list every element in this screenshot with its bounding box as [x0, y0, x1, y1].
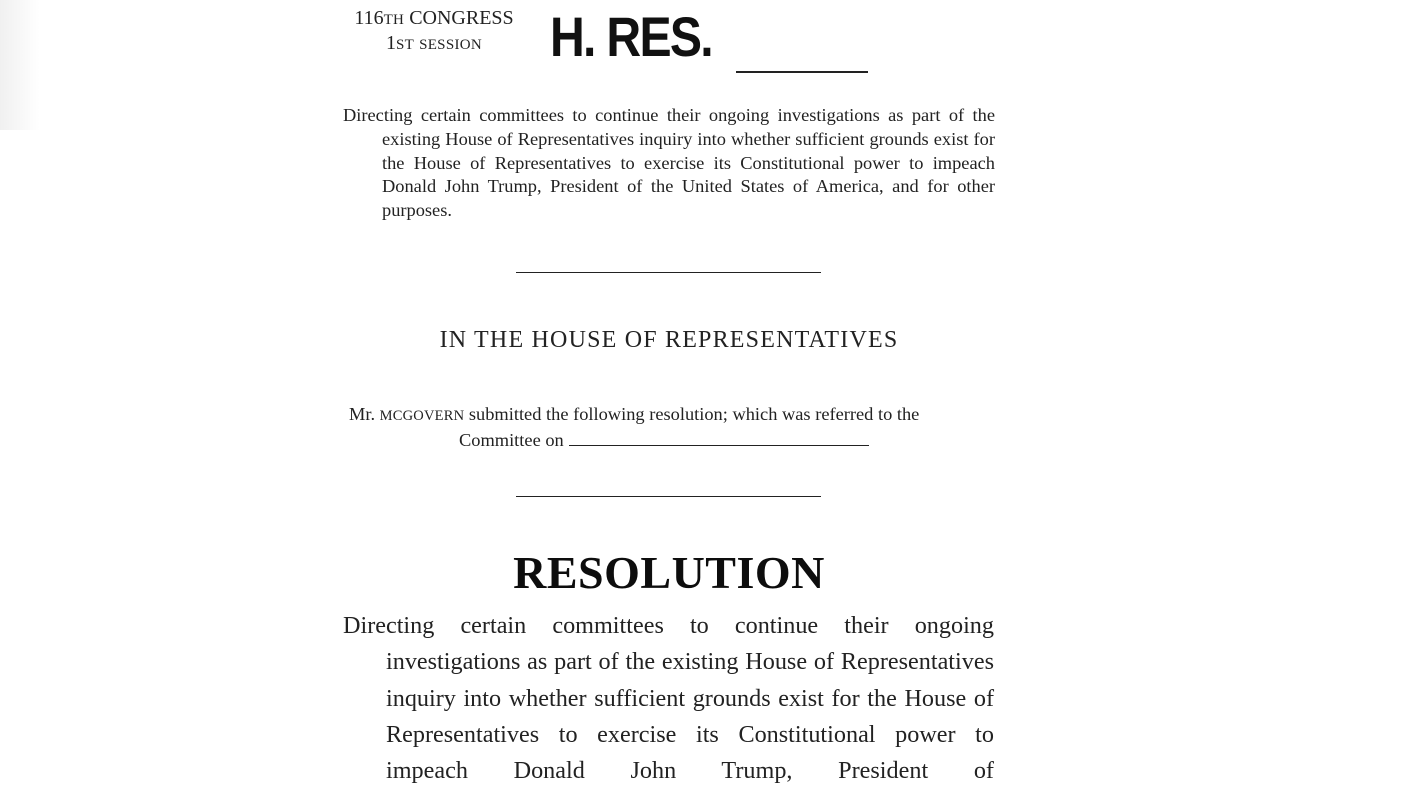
resolution-type-title: H. RES. — [550, 5, 712, 68]
long-title: Directing certain committees to continue their ongoing investigations as part of the existing House of Representatives inquiry into whether sufficient grounds exist for the House of Representatives to exercise its Constitutional power to impeach Donald John Trump, President of — [343, 612, 994, 785]
session-number: 1 — [385, 32, 396, 54]
session-line — [343, 32, 525, 57]
congress-line — [343, 7, 525, 32]
chamber-heading: IN THE HOUSE OF REPRESENTATIVES — [439, 327, 899, 353]
short-title: Directing certain committees to continue their ongoing investigations as part of the existing House of Representatives inquiry into whether sufficient grounds exist for the House of Representatives to exercise its Constitutional power to impeach Donald John Trump, President of the United States of America, and for other purposes. — [343, 105, 995, 221]
sponsor-name: MCGOVERN — [379, 408, 465, 424]
resolution-number-blank — [736, 71, 868, 73]
committee-label: Committee on — [459, 430, 564, 450]
committee-blank — [569, 435, 869, 446]
session-word: SESSION — [419, 37, 483, 53]
congress-session-block — [343, 7, 525, 57]
sponsor-action: submitted the following resolution; which was referred to the — [468, 404, 920, 424]
congress-number: 116 — [354, 7, 384, 29]
sponsor-statement — [349, 402, 989, 452]
resolution-heading: RESOLUTION — [513, 547, 825, 598]
congress-suffix: TH — [383, 12, 405, 28]
congress-word: CONGRESS — [409, 7, 514, 29]
divider-rule — [516, 496, 821, 497]
sponsor-title: Mr. — [349, 404, 376, 424]
committee-line — [349, 428, 989, 452]
session-suffix: ST — [395, 37, 415, 53]
divider-rule — [516, 272, 821, 273]
